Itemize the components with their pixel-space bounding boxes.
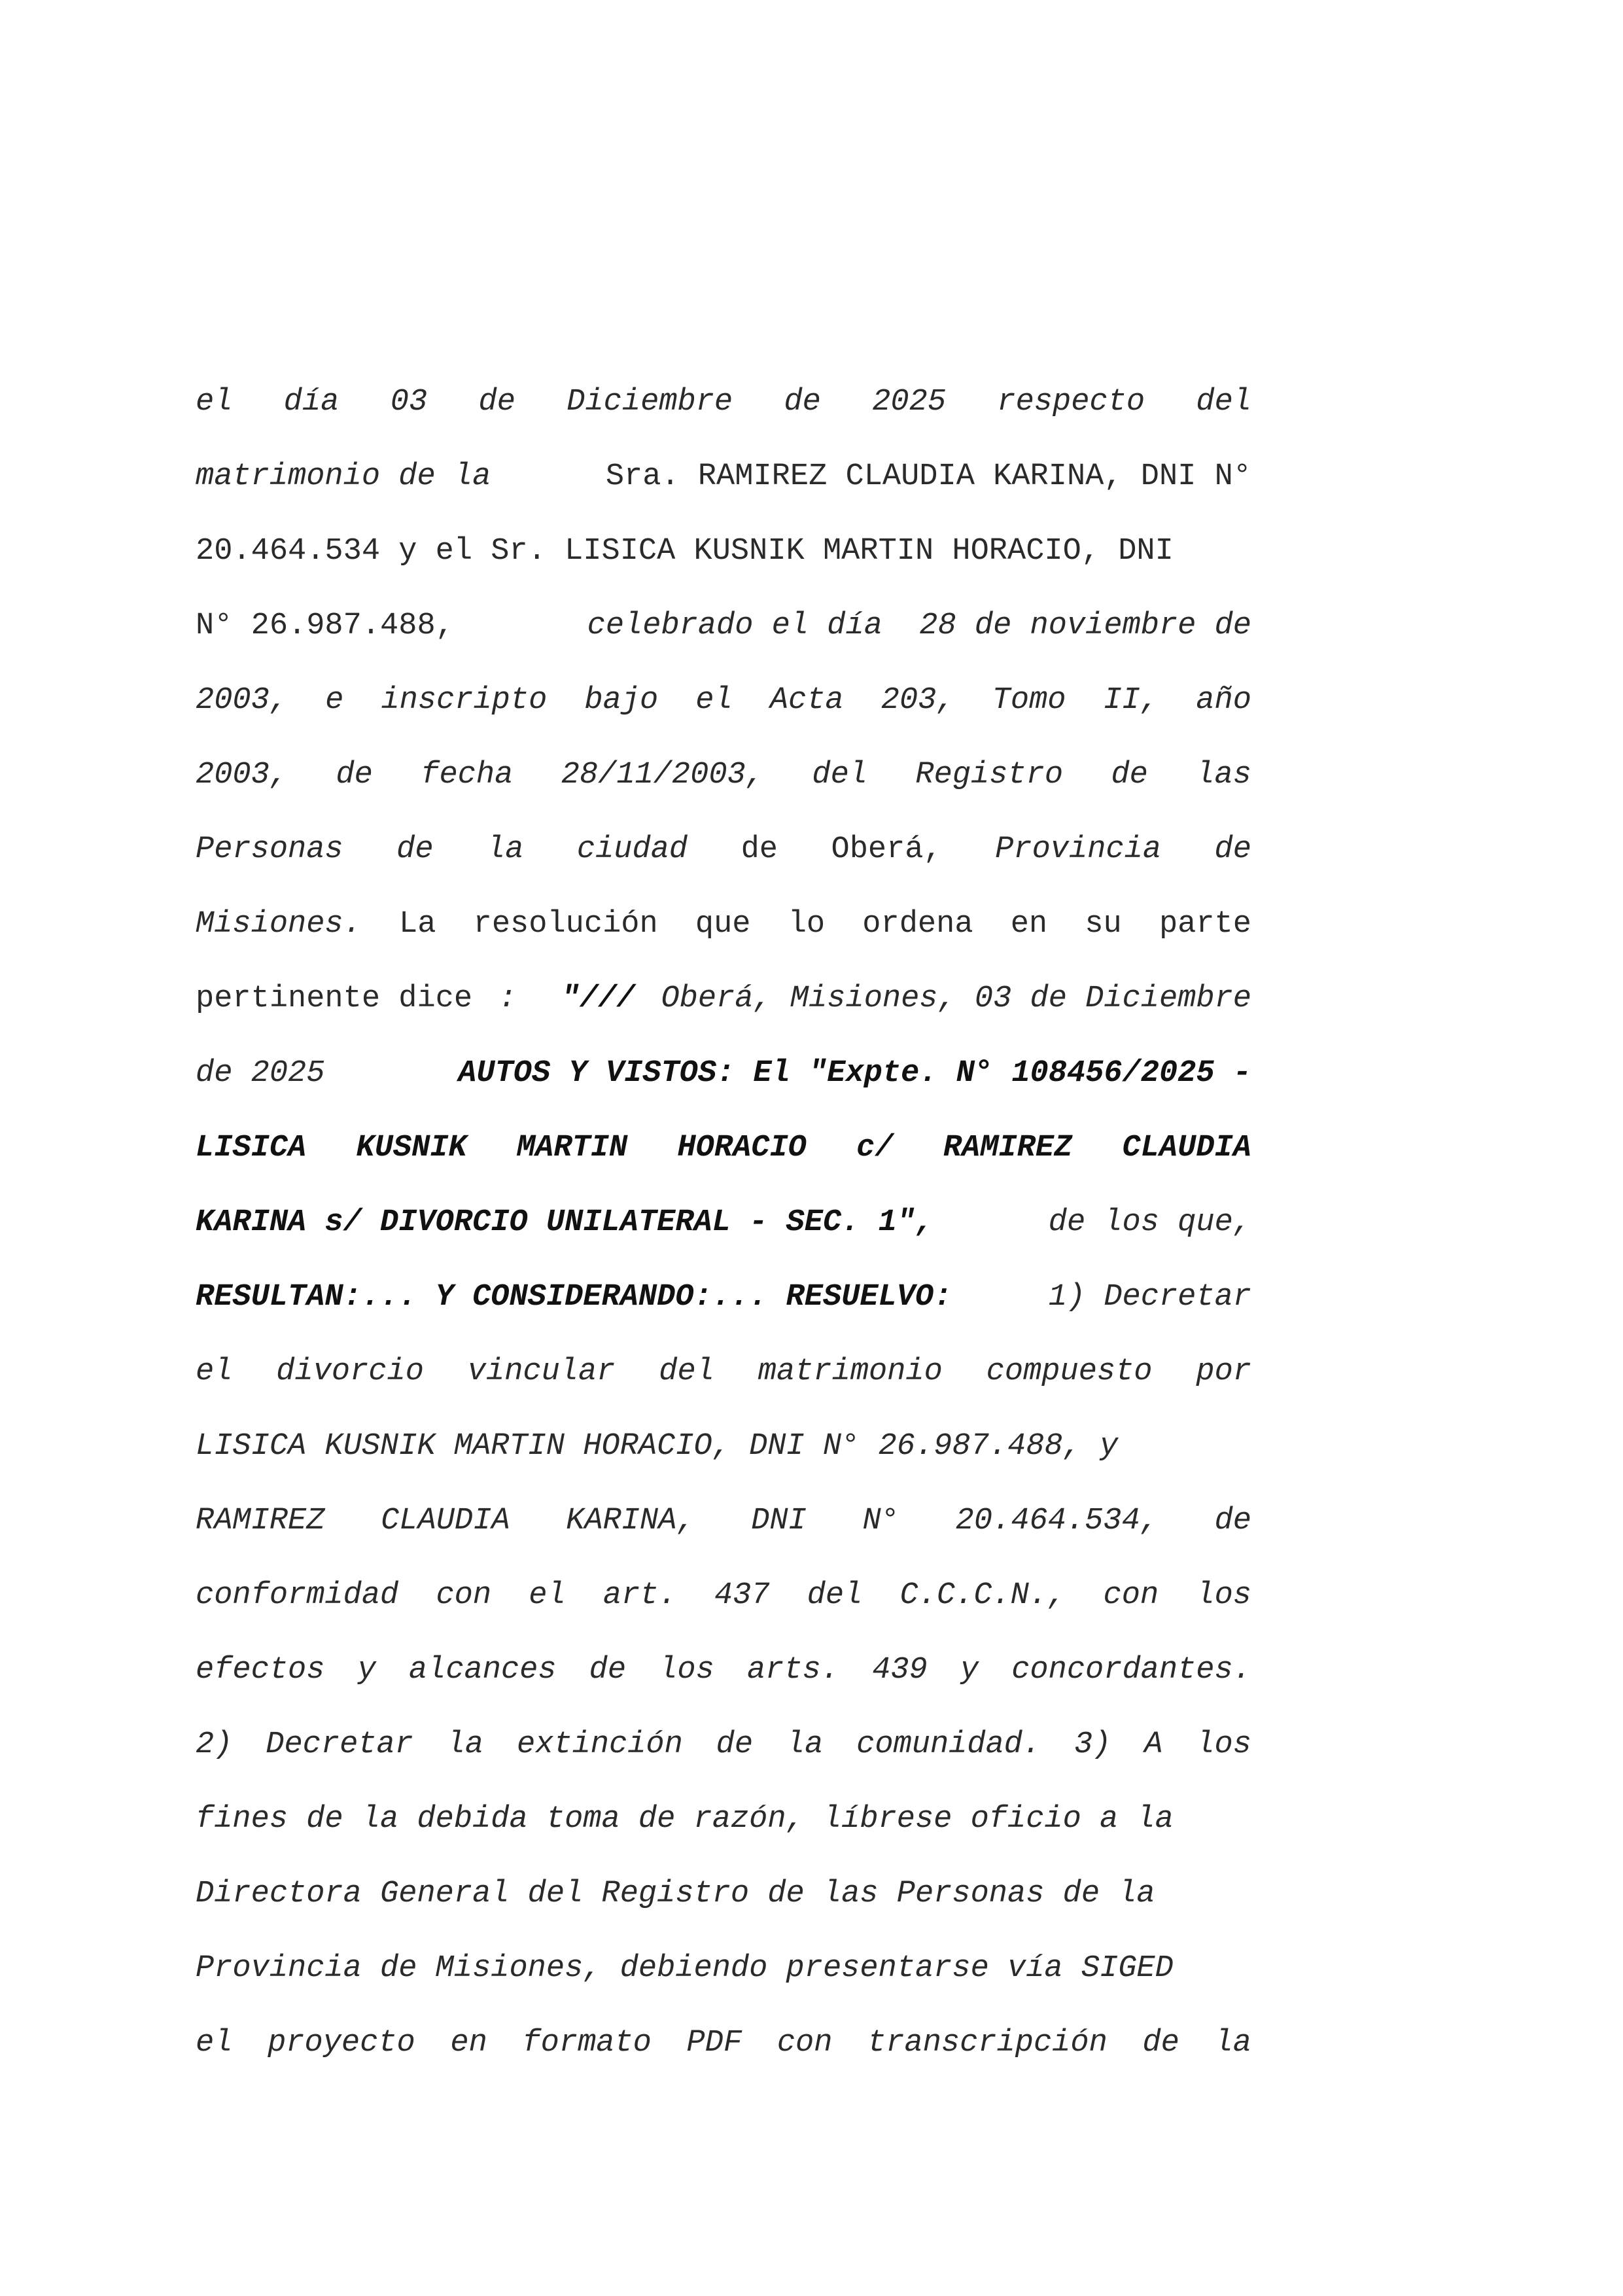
- text-segment: 2025: [872, 385, 947, 419]
- text-segment: arts.: [746, 1653, 839, 1687]
- text-line: [196, 380, 1251, 454]
- text-segment: Oberá, Misiones, 03 de Diciembre: [661, 981, 1251, 1016]
- text-line: [196, 678, 1251, 752]
- text-segment: Diciembre: [567, 385, 733, 419]
- text-segment: las: [1196, 758, 1251, 792]
- text-segment: Sra. RAMIREZ CLAUDIA KARINA, DNI N°: [587, 459, 1251, 494]
- text-line: [196, 529, 1251, 603]
- text-segment: año: [1196, 683, 1251, 718]
- text-segment: su: [1085, 907, 1122, 942]
- text-segment: el: [529, 1578, 566, 1613]
- text-line: [196, 752, 1251, 827]
- text-segment: los: [1196, 1578, 1251, 1613]
- text-line: [196, 1648, 1251, 1722]
- text-segment: de: [716, 1727, 754, 1762]
- text-segment: compuesto: [986, 1354, 1153, 1389]
- text-segment: 20.464.534 y el Sr. LISICA KUSNIK MARTIN HORACIO, DNI: [196, 534, 1174, 569]
- resolution-body-text: [196, 380, 1251, 2095]
- text-segment: de: [336, 758, 373, 792]
- text-segment: del: [659, 1354, 714, 1389]
- text-segment: Registro: [915, 758, 1064, 792]
- text-segment: efectos: [196, 1653, 325, 1687]
- text-segment: RESULTAN:... Y CONSIDERANDO:... RESUELVO:: [196, 1280, 952, 1315]
- text-segment: de: [784, 385, 821, 419]
- text-segment: KARINA,: [566, 1504, 695, 1538]
- text-segment: día: [283, 385, 340, 419]
- text-segment: LISICA: [196, 1131, 307, 1165]
- text-segment: vincular: [467, 1354, 616, 1389]
- text-segment: de: [396, 832, 434, 867]
- text-segment: alcances: [408, 1653, 557, 1687]
- text-segment: Personas: [196, 832, 343, 867]
- text-line: [196, 976, 1251, 1051]
- text-segment: del: [812, 758, 867, 792]
- text-segment: la: [786, 1727, 824, 1762]
- text-segment: de los que,: [1030, 1205, 1251, 1240]
- text-segment: en: [450, 2026, 487, 2060]
- text-segment: 203,: [881, 683, 955, 718]
- text-segment: C.C.C.N.,: [899, 1578, 1066, 1613]
- text-segment: A: [1144, 1727, 1163, 1762]
- text-segment: "///: [561, 981, 635, 1016]
- text-segment: que: [695, 907, 751, 942]
- text-line: [196, 1871, 1251, 1946]
- text-segment: e: [325, 683, 344, 718]
- text-line: [196, 454, 1251, 529]
- text-segment: el: [196, 2026, 233, 2060]
- text-segment: c/: [856, 1131, 894, 1165]
- text-segment: La: [399, 907, 436, 942]
- text-segment: PDF: [686, 2026, 742, 2060]
- text-segment: con: [436, 1578, 492, 1613]
- text-segment: formato: [522, 2026, 652, 2060]
- text-segment: con: [777, 2026, 833, 2060]
- text-segment: lo: [788, 907, 826, 942]
- text-segment: art.: [602, 1578, 677, 1613]
- text-segment: KARINA s/ DIVORCIO UNILATERAL - SEC. 1",: [196, 1205, 934, 1240]
- text-segment: 2003,: [196, 683, 288, 718]
- text-segment: CLAUDIA: [1122, 1131, 1251, 1165]
- text-segment: el: [196, 385, 233, 419]
- text-segment: de: [1214, 832, 1251, 867]
- text-segment: Oberá,: [831, 832, 942, 867]
- text-segment: proyecto: [268, 2026, 415, 2060]
- text-segment: 20.464.534,: [955, 1504, 1159, 1538]
- text-line: [196, 902, 1251, 976]
- text-segment: y: [357, 1653, 376, 1687]
- text-segment: de: [1142, 2026, 1179, 2060]
- text-segment: Acta: [769, 683, 844, 718]
- text-segment: fecha: [421, 758, 514, 792]
- text-line: [196, 1722, 1251, 1797]
- text-segment: en: [1010, 907, 1048, 942]
- text-segment: CLAUDIA: [381, 1504, 510, 1538]
- text-line: [196, 1275, 1251, 1349]
- text-segment: 1) Decretar: [1030, 1280, 1251, 1315]
- text-line: [196, 603, 1251, 678]
- text-segment: N° 26.987.488,: [196, 609, 454, 643]
- text-segment: Misiones.: [196, 907, 362, 942]
- text-segment: Provincia: [995, 832, 1162, 867]
- text-line: [196, 1200, 1251, 1275]
- text-segment: parte: [1159, 907, 1251, 942]
- text-segment: la: [446, 1727, 484, 1762]
- text-segment: respecto: [997, 385, 1145, 419]
- text-segment: los: [1196, 1727, 1251, 1762]
- text-segment: extinción: [516, 1727, 683, 1762]
- text-segment: del: [1196, 385, 1251, 419]
- text-segment: RAMIREZ: [196, 1504, 325, 1538]
- text-segment: concordantes.: [1011, 1653, 1251, 1687]
- text-line: [196, 2021, 1251, 2095]
- text-segment: por: [1196, 1354, 1251, 1389]
- text-segment: y: [960, 1653, 979, 1687]
- text-segment: conformidad: [196, 1578, 399, 1613]
- text-segment: 03: [390, 385, 428, 419]
- text-line: [196, 1498, 1251, 1573]
- text-segment: 439: [872, 1653, 928, 1687]
- text-segment: 28/11/2003,: [561, 758, 764, 792]
- text-segment: 2): [196, 1727, 233, 1762]
- text-segment: Provincia de Misiones, debiendo presentarse vía SIGED: [196, 1951, 1174, 1986]
- text-segment: bajo: [584, 683, 659, 718]
- text-line: [196, 1573, 1251, 1648]
- text-segment: divorcio: [276, 1354, 424, 1389]
- text-segment: N°: [862, 1504, 899, 1538]
- text-segment: matrimonio de la: [196, 459, 491, 494]
- text-segment: II,: [1103, 683, 1159, 718]
- text-line: [196, 827, 1251, 902]
- text-segment: KUSNIK: [356, 1131, 467, 1165]
- text-segment: del: [807, 1578, 863, 1613]
- text-segment: la: [487, 832, 524, 867]
- text-segment: el: [695, 683, 733, 718]
- text-segment: los: [659, 1653, 714, 1687]
- text-line: [196, 1797, 1251, 1871]
- text-segment: matrimonio: [758, 1354, 943, 1389]
- text-segment: el: [196, 1354, 233, 1389]
- text-segment: pertinente dice: [196, 981, 473, 1016]
- text-segment: LISICA KUSNIK MARTIN HORACIO, DNI N° 26.987.488, y: [196, 1429, 1119, 1464]
- text-line: [196, 1051, 1251, 1125]
- text-segment: la: [1214, 2026, 1251, 2060]
- text-segment: DNI: [751, 1504, 807, 1538]
- text-segment: de 2025: [196, 1056, 343, 1091]
- text-segment: de: [741, 832, 778, 867]
- text-segment: transcripción: [867, 2026, 1108, 2060]
- text-segment: :: [498, 981, 536, 1016]
- text-segment: Decretar: [266, 1727, 413, 1762]
- text-segment: Tomo: [992, 683, 1066, 718]
- text-segment: ciudad: [576, 832, 688, 867]
- text-segment: de: [478, 385, 515, 419]
- text-segment: ordena: [862, 907, 973, 942]
- text-segment: con: [1103, 1578, 1159, 1613]
- text-segment: inscripto: [381, 683, 548, 718]
- text-segment: MARTIN: [516, 1131, 628, 1165]
- text-line: [196, 1424, 1251, 1498]
- text-segment: 2003,: [196, 758, 288, 792]
- text-line: [196, 1125, 1251, 1200]
- text-segment: de: [1214, 1504, 1251, 1538]
- text-segment: de: [1111, 758, 1148, 792]
- text-segment: resolución: [473, 907, 658, 942]
- text-segment: 3): [1074, 1727, 1111, 1762]
- text-segment: AUTOS Y VISTOS: El "Expte. N° 108456/2025 -: [458, 1056, 1251, 1091]
- text-segment: comunidad.: [856, 1727, 1041, 1762]
- text-line: [196, 1349, 1251, 1424]
- text-segment: Directora General del Registro de las Personas de la: [196, 1877, 1155, 1911]
- text-segment: RAMIREZ: [943, 1131, 1073, 1165]
- text-segment: celebrado el día 28 de noviembre de: [568, 609, 1251, 643]
- text-line: [196, 1946, 1251, 2021]
- text-segment: fines de la debida toma de razón, líbrese oficio a la: [196, 1802, 1174, 1837]
- text-segment: 437: [714, 1578, 770, 1613]
- text-segment: de: [589, 1653, 627, 1687]
- text-segment: HORACIO: [677, 1131, 807, 1165]
